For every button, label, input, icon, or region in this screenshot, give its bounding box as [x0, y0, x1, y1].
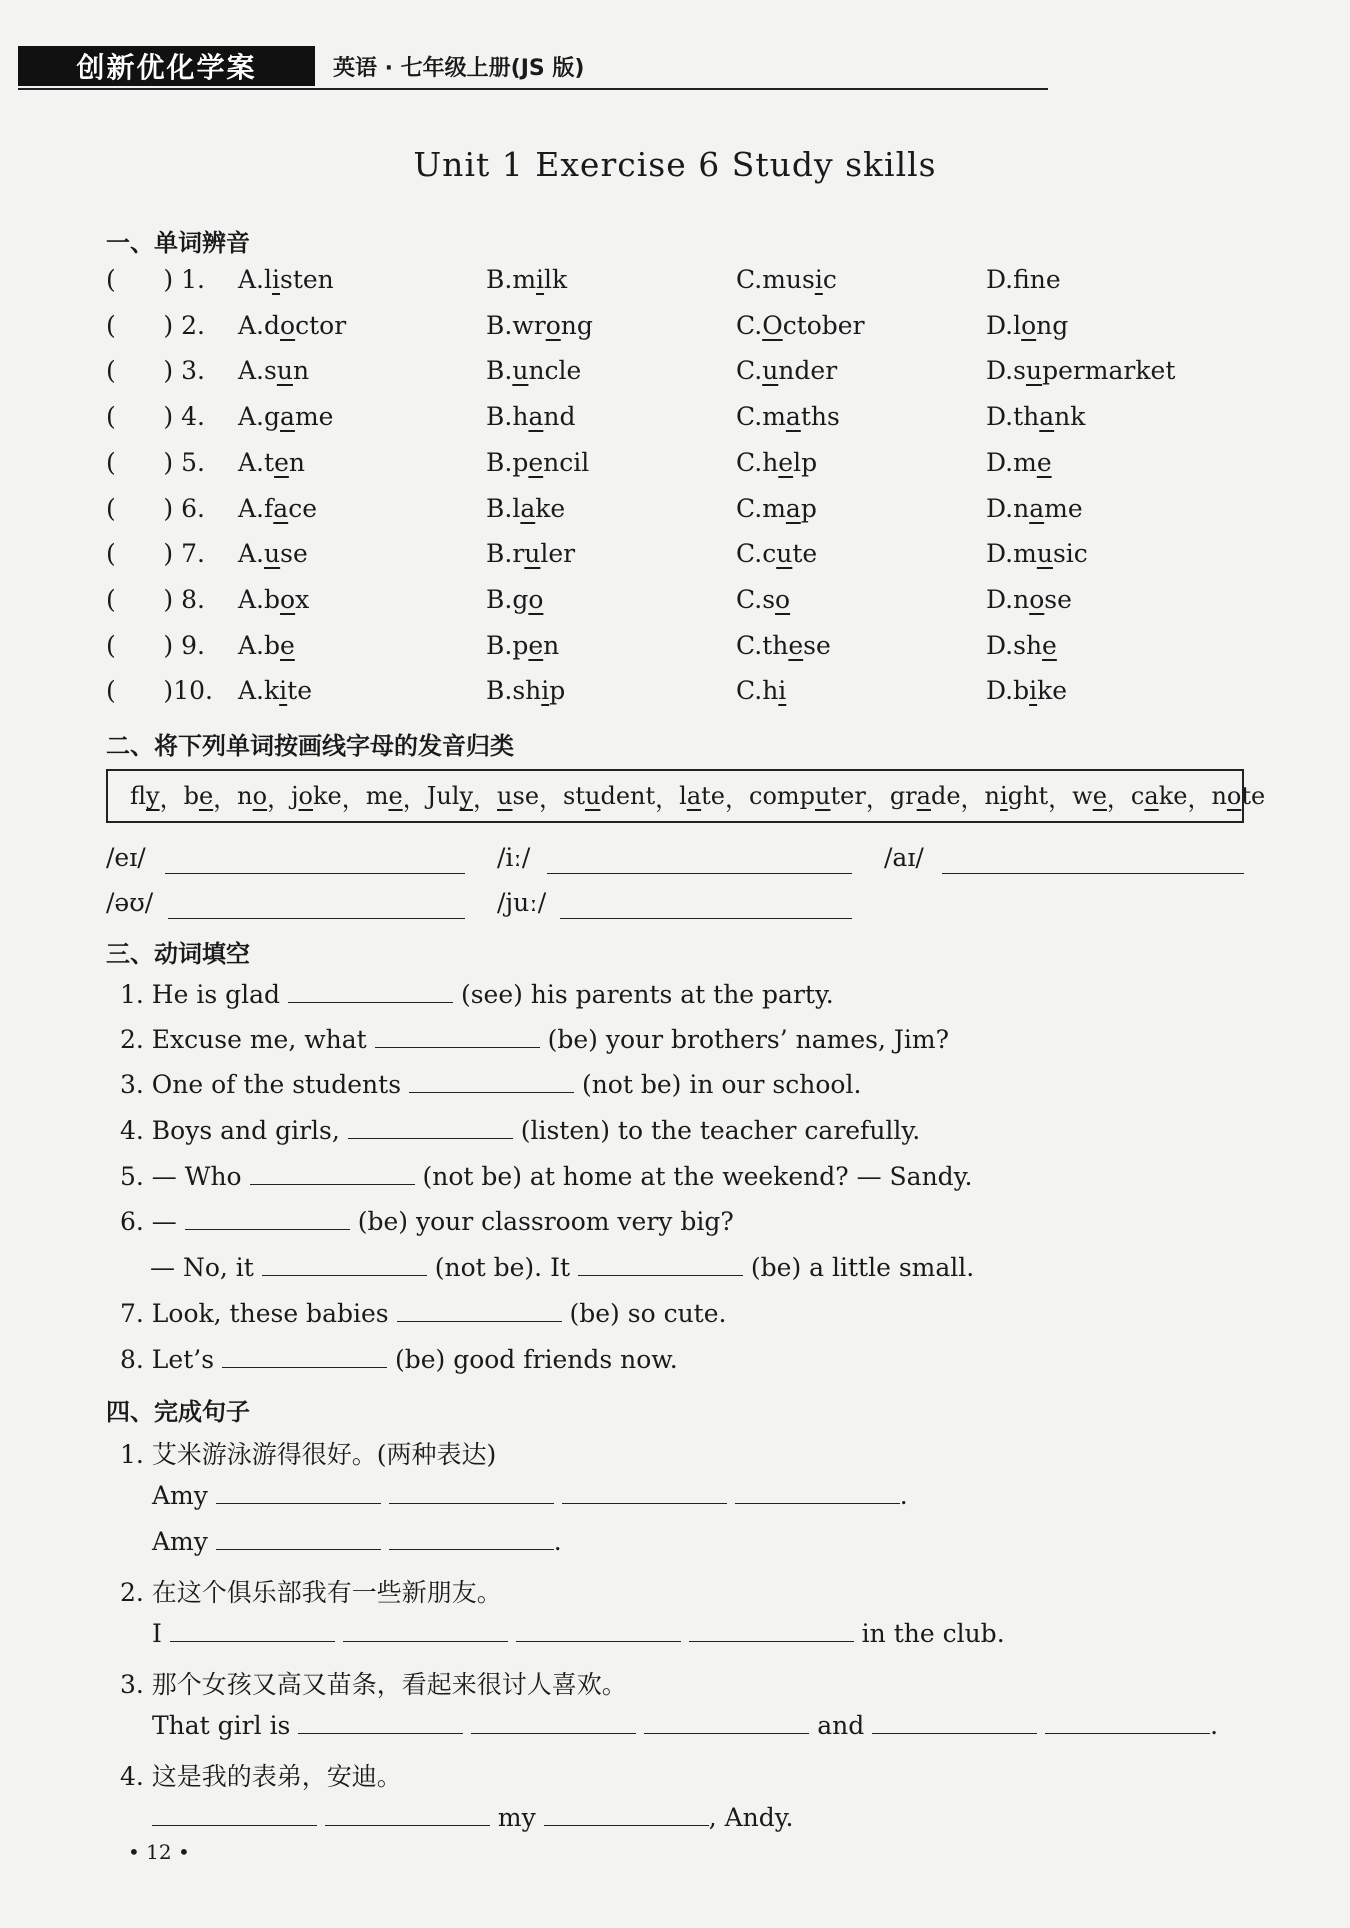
- option-d: D. me: [986, 447, 1052, 477]
- word: face: [264, 493, 317, 523]
- word: box: [264, 584, 310, 614]
- answer-blank[interactable]: [185, 1207, 350, 1230]
- word: computer: [749, 782, 866, 810]
- q-text: , Andy.: [708, 1803, 794, 1832]
- underlined-letter: o: [280, 310, 296, 340]
- underlined-letter: e: [274, 447, 289, 477]
- answer-paren[interactable]: ( ) 1.: [106, 265, 205, 294]
- question-row: [106, 585, 1256, 619]
- underlined-letter: o: [252, 782, 268, 810]
- option-d: D. supermarket: [986, 356, 1176, 386]
- option-a: A. be: [238, 630, 295, 660]
- q-text: Amy: [152, 1527, 208, 1556]
- option-a: A. doctor: [238, 310, 347, 340]
- answer-blank[interactable]: [152, 1803, 317, 1826]
- option-a: A. face: [238, 493, 317, 523]
- q4-2-prompt: 2. 在这个俱乐部我有一些新朋友。: [120, 1578, 502, 1607]
- word: game: [264, 402, 334, 432]
- q-text: (be) good friends now.: [394, 1345, 678, 1374]
- word: lake: [512, 493, 566, 523]
- underlined-letter: e: [1036, 447, 1052, 477]
- answer-paren[interactable]: ( ) 8.: [106, 584, 205, 614]
- word: hand: [512, 402, 576, 432]
- sound-label-i: /iː/: [497, 843, 531, 872]
- underlined-letter: a: [785, 402, 801, 432]
- answer-blank[interactable]: [250, 1162, 415, 1185]
- underlined-letter: o: [1226, 782, 1242, 810]
- underlined-letter: e: [778, 447, 794, 477]
- q-text: 3. One of the students: [120, 1070, 402, 1099]
- answer-blank[interactable]: [262, 1253, 427, 1276]
- underlined-letter: u: [497, 782, 513, 810]
- question-row: [106, 448, 1256, 482]
- q-text: 8. Let’s: [120, 1345, 215, 1374]
- underlined-letter: i: [1029, 676, 1038, 706]
- q-text: 2. Excuse me, what: [120, 1025, 367, 1054]
- word: use: [497, 782, 540, 810]
- option-c: C. under: [736, 356, 838, 386]
- underlined-letter: e: [788, 630, 804, 660]
- word: thank: [1013, 402, 1086, 432]
- answer-blank[interactable]: [872, 1711, 1037, 1734]
- q-text: (be) a little small.: [750, 1253, 975, 1282]
- underlined-letter: u: [512, 356, 529, 386]
- word: music: [1013, 539, 1088, 569]
- q-text: (be) so cute.: [569, 1299, 727, 1328]
- option-a: A. sun: [238, 356, 310, 386]
- answer-blank[interactable]: [1045, 1711, 1210, 1734]
- underlined-letter: a: [785, 493, 801, 523]
- word: note: [1211, 782, 1266, 810]
- answer-blank[interactable]: [516, 1619, 681, 1642]
- section1-heading: 一、单词辨音: [106, 229, 250, 257]
- q4-1-prompt: 1. 艾米游泳游得很好。(两种表达): [120, 1440, 497, 1469]
- question-row: [106, 676, 1256, 710]
- option-d: D. fne: [986, 265, 1061, 294]
- word: me: [365, 782, 403, 810]
- word: me: [1013, 447, 1052, 477]
- option-b: B. ship: [486, 676, 566, 706]
- option-d: D. long: [986, 310, 1069, 340]
- underlined-letter: a: [686, 782, 702, 810]
- option-b: B. uncle: [486, 356, 582, 386]
- answer-blank[interactable]: [298, 1711, 463, 1734]
- section2-heading: 二、将下列单词按画线字母的发音归类: [106, 732, 514, 760]
- underlined-letter: a: [280, 402, 295, 432]
- answer-paren[interactable]: ( ) 5.: [106, 447, 205, 477]
- underlined-letter: o: [545, 310, 561, 340]
- underlined-letter: o: [528, 584, 544, 614]
- q3-item: [120, 1070, 861, 1099]
- answer-blank[interactable]: [471, 1711, 636, 1734]
- word: so: [762, 584, 791, 614]
- underlined-letter: i: [1000, 782, 1008, 810]
- word: supermarket: [1013, 356, 1176, 386]
- option-a: A. use: [238, 539, 308, 569]
- option-c: C. October: [736, 310, 865, 340]
- word: ship: [512, 676, 566, 706]
- answer-blank[interactable]: [222, 1345, 387, 1368]
- underlined-letter: e: [1042, 630, 1057, 660]
- underlined-letter: u: [1036, 539, 1053, 569]
- word: be: [183, 782, 214, 810]
- q-text: (listen) to the teacher carefully.: [520, 1116, 921, 1145]
- answer-paren[interactable]: ( ) 3.: [106, 356, 205, 386]
- word: bike: [1013, 676, 1068, 706]
- underlined-letter: i: [541, 676, 550, 706]
- section3-heading: 三、动词填空: [106, 940, 250, 968]
- q3-item: [150, 1253, 974, 1282]
- option-c: C. help: [736, 447, 818, 477]
- answer-line[interactable]: [942, 873, 1244, 874]
- underlined-letter: i: [279, 676, 288, 706]
- option-d: D. bike: [986, 676, 1068, 706]
- q-text: (see) his parents at the party.: [460, 980, 834, 1009]
- underlined-letter: O: [762, 310, 783, 340]
- option-a: A. ten: [238, 447, 305, 477]
- q-text: (not be) in our school.: [581, 1070, 862, 1099]
- word: use: [264, 539, 308, 569]
- underlined-letter: a: [520, 493, 536, 523]
- q3-item: [120, 1207, 734, 1236]
- underlined-letter: u: [1025, 356, 1043, 386]
- q3-item: [120, 1299, 726, 1328]
- page-number: • 12 •: [128, 1840, 190, 1864]
- underlined-letter: y: [146, 782, 160, 810]
- q4-4-line: [152, 1803, 794, 1832]
- question-row: [106, 539, 1256, 573]
- answer-blank[interactable]: [644, 1711, 809, 1734]
- word: October: [762, 310, 865, 340]
- q3-item: [120, 1162, 972, 1191]
- q-text: in the club.: [861, 1619, 1005, 1648]
- q4-2-line: [152, 1619, 1005, 1648]
- underlined-letter: e: [528, 630, 544, 660]
- option-b: B. ruler: [486, 539, 576, 569]
- option-d: D. music: [986, 539, 1088, 569]
- question-row: [106, 356, 1256, 390]
- q3-item: [120, 1345, 678, 1374]
- word: ten: [264, 447, 305, 477]
- question-row: [106, 631, 1256, 665]
- word: doctor: [264, 310, 347, 340]
- answer-blank[interactable]: [544, 1803, 709, 1826]
- word: fly: [130, 782, 160, 810]
- answer-line[interactable]: [560, 918, 852, 919]
- answer-blank[interactable]: [325, 1803, 490, 1826]
- word: go: [512, 584, 544, 614]
- q-text: my: [497, 1803, 536, 1832]
- q-text: 1. He is glad: [120, 980, 281, 1009]
- option-b: B. pencil: [486, 447, 590, 477]
- answer-blank[interactable]: [288, 980, 453, 1003]
- word: hi: [762, 676, 787, 706]
- q-text: — No, it: [150, 1253, 254, 1282]
- option-b: B. pen: [486, 630, 560, 660]
- answer-blank[interactable]: [409, 1070, 574, 1093]
- option-a: A. box: [238, 584, 310, 614]
- option-c: C. map: [736, 493, 817, 523]
- underlined-letter: a: [1039, 402, 1055, 432]
- underlined-letter: u: [815, 782, 831, 810]
- q-text: (be) your classroom very big?: [357, 1207, 734, 1236]
- option-a: A. game: [238, 402, 334, 432]
- underlined-letter: u: [776, 539, 793, 569]
- word: she: [1013, 630, 1057, 660]
- sound-label-ju: /juː/: [497, 888, 547, 917]
- underlined-letter: o: [1021, 310, 1037, 340]
- sound-label-ei: /eɪ/: [106, 843, 146, 872]
- option-c: C. cute: [736, 539, 818, 569]
- word: listen: [264, 265, 334, 294]
- word: these: [762, 630, 831, 660]
- underlined-letter: e: [280, 630, 295, 660]
- q-text: (not be) at home at the weekend? — Sandy.: [422, 1162, 973, 1191]
- answer-paren[interactable]: ( ) 2.: [106, 310, 205, 340]
- answer-paren[interactable]: ( ) 4.: [106, 402, 205, 432]
- word: uncle: [512, 356, 582, 386]
- underlined-letter: y: [459, 782, 474, 810]
- answer-blank[interactable]: [343, 1619, 508, 1642]
- q-text: (not be). It: [434, 1253, 570, 1282]
- underlined-letter: a: [528, 402, 544, 432]
- underlined-letter: o: [298, 782, 313, 810]
- sound-label-ou: /əʊ/: [106, 888, 154, 917]
- underlined-letter: u: [264, 539, 281, 569]
- underlined-letter: i: [778, 676, 787, 706]
- option-d: D. thank: [986, 402, 1086, 432]
- q-text: and: [817, 1711, 865, 1740]
- option-b: B. wrong: [486, 310, 593, 340]
- option-d: D. name: [986, 493, 1083, 523]
- option-b: B. hand: [486, 402, 576, 432]
- answer-blank[interactable]: [562, 1481, 727, 1504]
- word: grade: [889, 782, 961, 810]
- header-rule: [18, 88, 1048, 90]
- option-a: A. listen: [238, 265, 334, 294]
- q4-1-line-a: Amy .: [152, 1481, 908, 1510]
- brand-logo: 创新优化学案: [18, 46, 315, 86]
- answer-blank[interactable]: [348, 1116, 513, 1139]
- q-text: 6. —: [120, 1207, 177, 1236]
- underlined-letter: a: [1029, 493, 1045, 523]
- option-c: C. hi: [736, 676, 787, 706]
- word: maths: [762, 402, 840, 432]
- underlined-letter: u: [762, 356, 779, 386]
- answer-blank[interactable]: [216, 1481, 381, 1504]
- option-c: C. so: [736, 584, 791, 614]
- answer-blank[interactable]: [375, 1025, 540, 1048]
- option-c: C. maths: [736, 402, 840, 432]
- answer-blank[interactable]: [689, 1619, 854, 1642]
- option-b: B. go: [486, 584, 544, 614]
- word: pencil: [512, 447, 590, 477]
- word: ruler: [512, 539, 576, 569]
- section4-heading: 四、完成句子: [106, 1398, 250, 1426]
- word: help: [762, 447, 818, 477]
- underlined-letter: a: [273, 493, 289, 523]
- word: cute: [762, 539, 818, 569]
- underlined-letter: a: [1144, 782, 1159, 810]
- word: we: [1072, 782, 1107, 810]
- underlined-letter: e: [388, 782, 403, 810]
- answer-blank[interactable]: [735, 1481, 900, 1504]
- question-row: [106, 311, 1256, 345]
- header-banner: [18, 45, 584, 87]
- word: pen: [512, 630, 560, 660]
- word: joke: [291, 782, 342, 810]
- underlined-letter: i: [272, 265, 281, 294]
- answer-line[interactable]: [547, 873, 852, 874]
- answer-paren[interactable]: ( )10.: [106, 676, 213, 706]
- underlined-letter: o: [775, 584, 791, 614]
- q-text: 7. Look, these babies: [120, 1299, 389, 1328]
- q-text: I: [152, 1619, 162, 1648]
- underlined-letter: e: [528, 447, 544, 477]
- underlined-letter: e: [198, 782, 214, 810]
- word: be: [264, 630, 295, 660]
- answer-line[interactable]: [168, 918, 465, 919]
- q-text: 5. — Who: [120, 1162, 242, 1191]
- answer-blank[interactable]: [170, 1619, 335, 1642]
- word: under: [762, 356, 838, 386]
- word: no: [237, 782, 268, 810]
- underlined-letter: i: [814, 265, 823, 294]
- answer-blank[interactable]: [578, 1253, 743, 1276]
- q-text: Amy: [152, 1481, 208, 1510]
- book-title: 英语 · 七年级上册(JS 版): [333, 55, 585, 81]
- word: night: [984, 782, 1049, 810]
- q4-3-prompt: 3. 那个女孩又高又苗条，看起来很讨人喜欢。: [120, 1670, 627, 1699]
- q-text: 4. Boys and girls,: [120, 1116, 340, 1145]
- underlined-letter: o: [280, 584, 296, 614]
- answer-blank[interactable]: [389, 1481, 554, 1504]
- answer-blank[interactable]: [397, 1299, 562, 1322]
- word: milk: [512, 265, 568, 294]
- word: kite: [264, 676, 313, 706]
- option-b: B. lake: [486, 493, 566, 523]
- word: long: [1013, 310, 1069, 340]
- q-text: That girl is: [152, 1711, 291, 1740]
- page-title: Unit 1 Exercise 6 Study skills: [413, 145, 937, 184]
- word: map: [762, 493, 817, 523]
- underlined-letter: e: [1092, 782, 1107, 810]
- word: cake: [1130, 782, 1188, 810]
- option-a: A. kite: [238, 676, 313, 706]
- answer-blank[interactable]: [216, 1527, 381, 1550]
- q4-4-prompt: 4. 这是我的表弟，安迪。: [120, 1762, 402, 1791]
- word: student: [563, 782, 656, 810]
- sound-label-ai: /aɪ/: [884, 843, 924, 872]
- underlined-letter: u: [276, 356, 293, 386]
- q4-3-line: That girl is and .: [152, 1711, 1219, 1740]
- q4-1-line-b: Amy .: [152, 1527, 562, 1556]
- underlined-letter: u: [524, 539, 541, 569]
- word: sun: [264, 356, 310, 386]
- word: name: [1013, 493, 1083, 523]
- word: nose: [1013, 584, 1072, 614]
- q3-item: [120, 1116, 920, 1145]
- underlined-letter: i: [536, 265, 545, 294]
- option-c: C. these: [736, 630, 831, 660]
- question-row: [106, 265, 1256, 299]
- answer-line[interactable]: [165, 873, 465, 874]
- word: music: [762, 265, 837, 294]
- word: late: [679, 782, 725, 810]
- answer-blank[interactable]: [389, 1527, 554, 1550]
- answer-paren[interactable]: ( ) 6.: [106, 493, 205, 523]
- word: fne: [1013, 265, 1061, 294]
- underlined-letter: u: [585, 782, 601, 810]
- question-row: [106, 494, 1256, 528]
- question-row: [106, 402, 1256, 436]
- answer-paren[interactable]: ( ) 7.: [106, 539, 205, 569]
- q3-item: [120, 980, 834, 1009]
- answer-paren[interactable]: ( ) 9.: [106, 630, 205, 660]
- option-c: C. music: [736, 265, 837, 294]
- option-b: B. milk: [486, 265, 568, 294]
- q-text: (be) your brothers’ names, Jim?: [547, 1025, 949, 1054]
- underlined-letter: o: [1029, 584, 1045, 614]
- option-d: D. she: [986, 630, 1057, 660]
- word: July: [426, 782, 474, 810]
- option-d: D. nose: [986, 584, 1072, 614]
- underlined-letter: a: [916, 782, 931, 810]
- q3-item: [120, 1025, 949, 1054]
- word-box: fly ， be ， no ， joke ， me ， July ， use ， student ， late ， computer ， grade ， night ， we ， cake ， note: [106, 769, 1244, 823]
- word: wrong: [512, 310, 593, 340]
